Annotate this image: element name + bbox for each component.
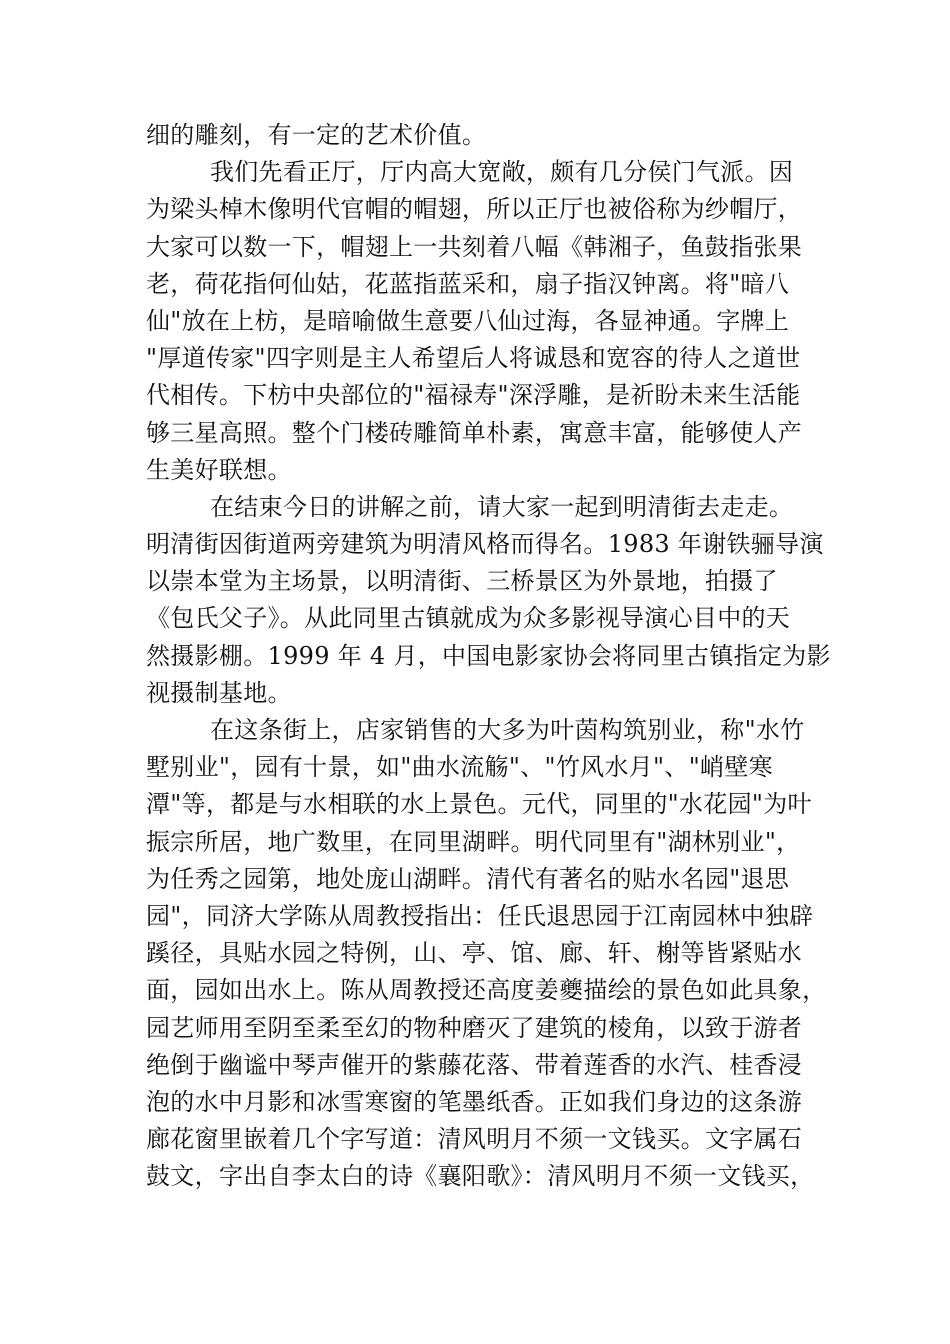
text-line: 以崇本堂为主场景，以明清街、三桥景区为外景地，拍摄了 — [146, 567, 778, 596]
text-line: 蹊径，具贴水园之特例，山、亭、馆、廊、轩、榭等皆紧贴水 — [146, 939, 803, 968]
text-line: 泡的水中月影和冰雪寒窗的笔墨纸香。正如我们身边的这条游 — [146, 1087, 803, 1116]
text-line: 为任秀之园第，地处庞山湖畔。清代有著名的贴水名园"退思 — [146, 864, 790, 893]
text-line: 生美好联想。 — [146, 455, 292, 484]
text-line: 振宗所居，地广数里，在同里湖畔。明代同里有"湖林别业"， — [146, 827, 801, 856]
text-line: 够三星高照。整个门楼砖雕简单朴素，寓意丰富，能够使人产 — [146, 418, 803, 447]
text-line: 大家可以数一下，帽翅上一共刻着八幅《韩湘子，鱼鼓指张果 — [146, 232, 803, 261]
text-line: 面，园如出水上。陈从周教授还高度姜夔描绘的景色如此具象， — [146, 976, 827, 1005]
paragraph-first-line: 我们先看正厅，厅内高大宽敞，颇有几分侯门气派。因 — [210, 158, 794, 187]
text-line: 老，荷花指何仙姑，花蓝指蓝采和，扇子指汉钟离。将"暗八 — [146, 269, 790, 298]
text-line: 鼓文，字出自李太白的诗《襄阳歌》：清风明月不须一文钱买， — [146, 1162, 815, 1191]
text-line: "厚道传家"四字则是主人希望后人将诚恳和宽容的待人之道世 — [146, 344, 801, 373]
document-body — [146, 117, 831, 1195]
text-line: 视摄制基地。 — [146, 678, 292, 707]
text-line: 园"，同济大学陈从周教授指出：任氏退思园于江南园林中独辟 — [146, 901, 814, 930]
text-line: 仙"放在上枋，是暗喻做生意要八仙过海，各显神通。字牌上 — [146, 306, 790, 335]
text-line: 然摄影棚。1999 年 4 月，中国电影家协会将同里古镇指定为影 — [146, 641, 831, 670]
text-line: 墅别业"，园有十景，如"曲水流觞"、"竹风水月"、"峭壁寒 — [146, 753, 773, 782]
text-line: 明清街因街道两旁建筑为明清风格而得名。1983 年谢铁骊导演 — [146, 530, 824, 559]
text-line: 绝倒于幽谧中琴声催开的紫藤花落、带着莲香的水汽、桂香浸 — [146, 1050, 803, 1079]
text-line: 代相传。下枋中央部位的"福禄寿"深浮雕，是祈盼未来生活能 — [146, 381, 801, 410]
text-line: 廊花窗里嵌着几个字写道：清风明月不须一文钱买。文字属石 — [146, 1125, 803, 1154]
text-line: 园艺师用至阴至柔至幻的物种磨灭了建筑的棱角，以致于游者 — [146, 1013, 803, 1042]
paragraph-first-line: 在这条街上，店家销售的大多为叶茵构筑别业，称"水竹 — [210, 716, 805, 744]
text-line: 为梁头棹木像明代官帽的帽翅，所以正厅也被俗称为纱帽厅， — [146, 195, 803, 224]
text-line: 细的雕刻，有一定的艺术价值。 — [146, 121, 487, 149]
text-line: 《包氏父子》。从此同里古镇就成为众多影视导演心目中的天 — [146, 604, 791, 633]
paragraph-first-line: 在结束今日的讲解之前，请大家一起到明清街去走走。 — [210, 492, 794, 521]
text-line: 潭"等，都是与水相联的水上景色。元代，同里的"水花园"为叶 — [146, 790, 812, 819]
